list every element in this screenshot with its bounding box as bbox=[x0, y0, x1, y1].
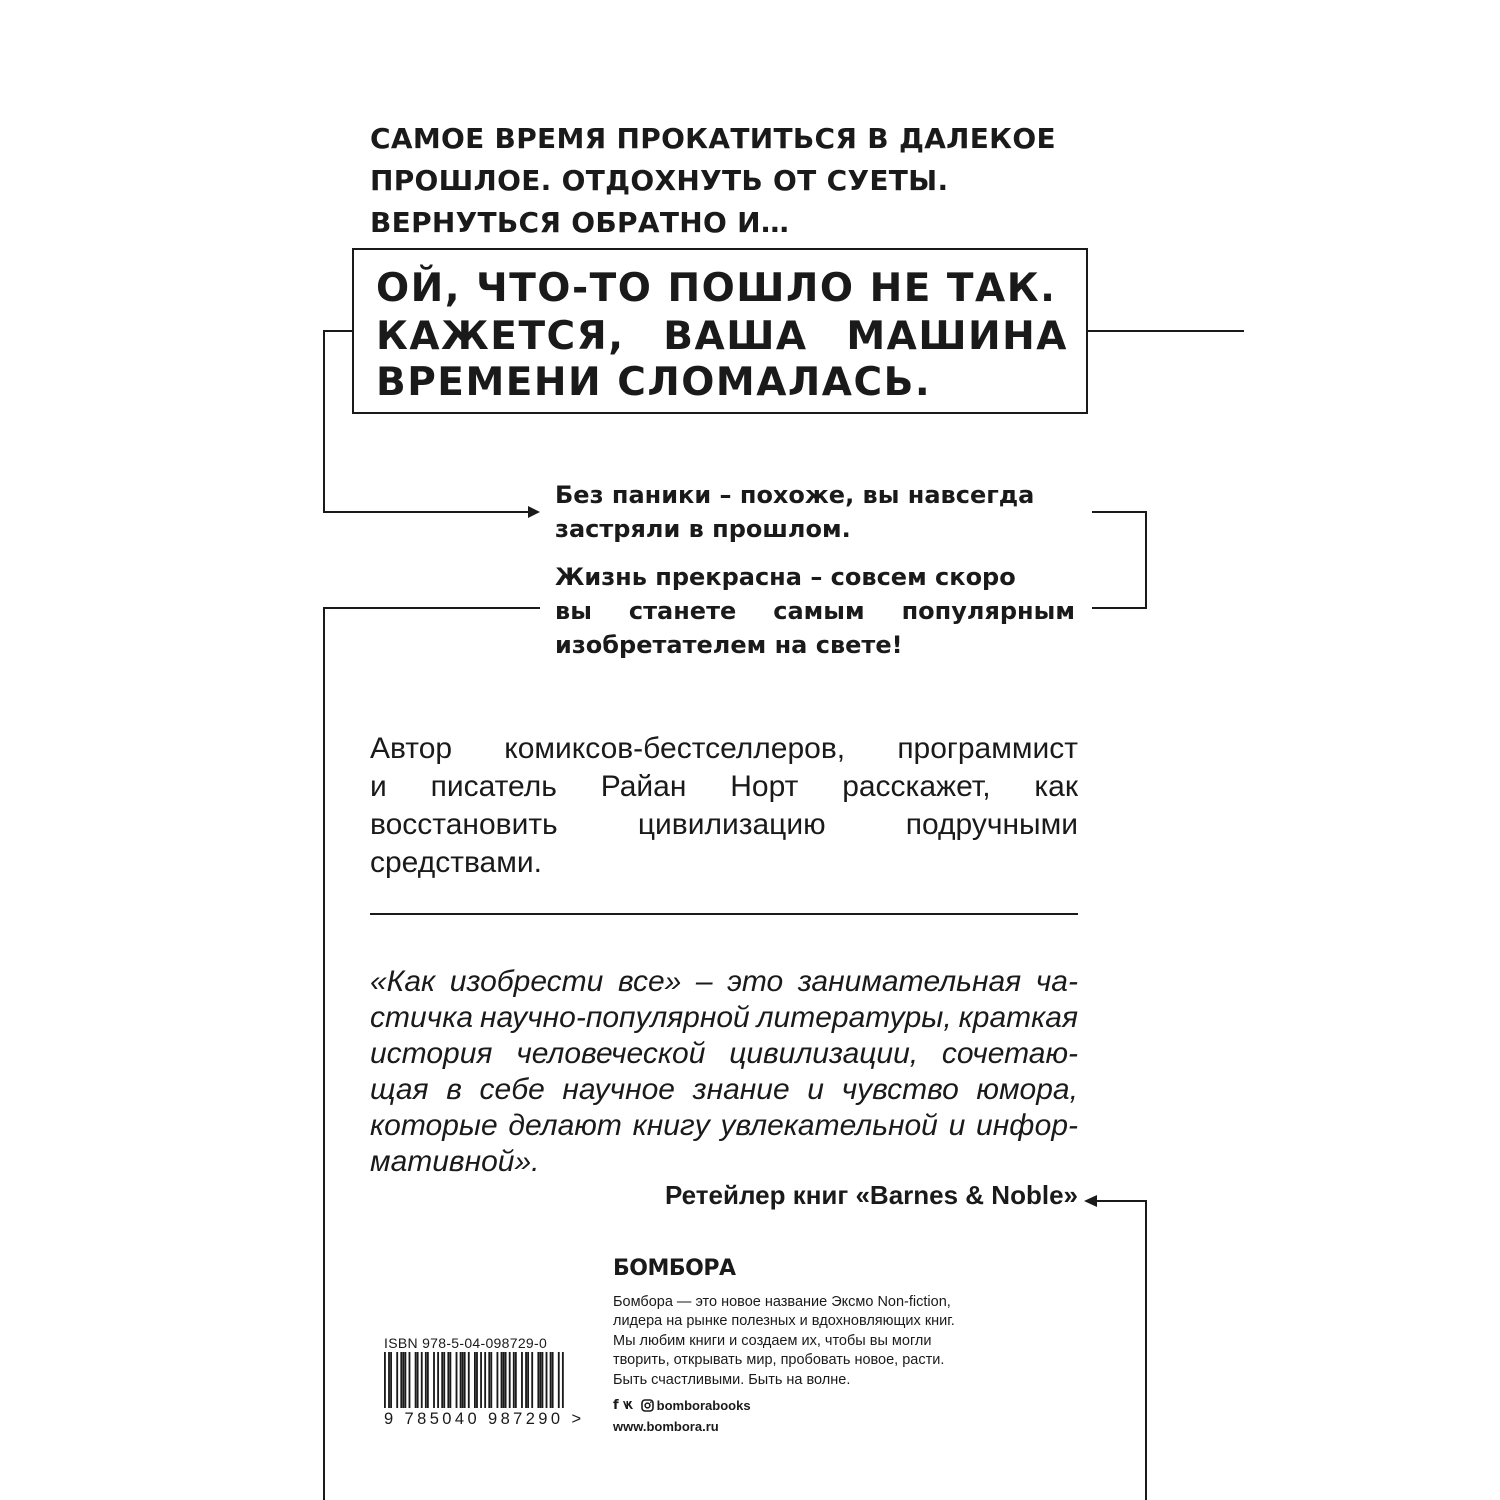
quote-word: ча- bbox=[1035, 965, 1078, 998]
barcode-bar bbox=[402, 1352, 404, 1408]
intro-line: САМОЕ ВРЕМЯ ПРОКАТИТЬСЯ В ДАЛЕКОЕ bbox=[370, 122, 1056, 155]
barcode-bar bbox=[433, 1352, 435, 1408]
instagram-icon bbox=[641, 1399, 654, 1412]
author-line: средствами. bbox=[370, 846, 542, 879]
quote-attribution: Ретейлер книг «Barnes & Noble» bbox=[664, 1180, 1078, 1210]
barcode-bar bbox=[558, 1352, 560, 1408]
barcode-bar bbox=[449, 1352, 451, 1408]
author-word: комиксов-бестселлеров, bbox=[504, 732, 846, 765]
quote-word: человеческой bbox=[516, 1037, 706, 1070]
quote-word: занимательная bbox=[797, 965, 1022, 998]
life-line: Жизнь прекрасна – совсем скоро bbox=[555, 563, 1016, 591]
barcode-bar bbox=[542, 1352, 544, 1408]
barcode-bar bbox=[550, 1352, 552, 1408]
isbn-label: ISBN 978-5-04-098729-0 bbox=[384, 1335, 548, 1351]
quote-line bbox=[370, 1072, 1078, 1108]
quote-word: сочетаю- bbox=[941, 1037, 1078, 1070]
quote-word: юмора, bbox=[976, 1073, 1078, 1106]
life-word: вы bbox=[555, 597, 592, 625]
barcode-bar bbox=[488, 1352, 490, 1408]
panic-paragraph bbox=[555, 478, 1075, 546]
barcode-bar bbox=[474, 1352, 476, 1408]
facebook-icon: f bbox=[613, 1398, 619, 1413]
quote-word: научное bbox=[562, 1073, 675, 1106]
publisher-line: Бомбора — это новое название Эксмо Non-fiction, bbox=[613, 1294, 951, 1310]
quote-word: это bbox=[727, 965, 784, 998]
quote-word: которые bbox=[370, 1109, 498, 1142]
quote-word: научно-популярной bbox=[479, 1001, 750, 1034]
barcode-bar bbox=[501, 1352, 503, 1408]
author-word: писатель bbox=[430, 770, 557, 803]
author-word: восстановить bbox=[370, 808, 558, 841]
barcode-bar bbox=[404, 1352, 406, 1408]
barcode-bar bbox=[427, 1352, 429, 1408]
barcode-bar bbox=[447, 1352, 449, 1408]
quote-word: и bbox=[807, 1073, 824, 1106]
barcode-bar bbox=[484, 1352, 486, 1408]
barcode-bar bbox=[415, 1352, 417, 1408]
author-word: Норт bbox=[730, 770, 799, 803]
quote-word: увлекательной bbox=[720, 1109, 938, 1142]
publisher-line: Быть счастливыми. Быть на волне. bbox=[613, 1371, 851, 1388]
author-line bbox=[370, 806, 1078, 844]
barcode-bar bbox=[409, 1352, 411, 1408]
quote-word: и bbox=[948, 1109, 966, 1142]
barcode-bar bbox=[552, 1352, 554, 1408]
barcode bbox=[384, 1352, 564, 1408]
barcode-bar bbox=[456, 1352, 458, 1408]
quote-line: мативной». bbox=[370, 1145, 540, 1178]
barcode-bar bbox=[509, 1352, 511, 1408]
author-word: подручными bbox=[905, 808, 1078, 841]
bottom-right-arrow-line bbox=[1096, 1201, 1146, 1500]
barcode-bar bbox=[388, 1352, 390, 1408]
barcode-bar bbox=[462, 1352, 464, 1408]
warning-word: МАШИНА bbox=[846, 314, 1068, 359]
intro-line: ПРОШЛОЕ. ОТДОХНУТЬ ОТ СУЕТЫ. bbox=[370, 164, 949, 197]
panic-line: Без паники – похоже, вы навсегда bbox=[555, 481, 1035, 509]
author-word: расскажет, bbox=[842, 770, 991, 803]
barcode-bar bbox=[505, 1352, 507, 1408]
warning-line: ОЙ, ЧТО-ТО ПОШЛО НЕ ТАК. bbox=[376, 266, 1057, 311]
author-word: и bbox=[370, 770, 387, 803]
publisher-logo: БОМБОРА bbox=[613, 1256, 736, 1281]
quote-word: книгу bbox=[632, 1109, 710, 1142]
life-word: станете bbox=[628, 597, 737, 625]
barcode-digits: 9 785040 987290 > bbox=[384, 1410, 585, 1428]
barcode-bar bbox=[527, 1352, 529, 1408]
barcode-bar bbox=[490, 1352, 492, 1408]
quote-word: щая bbox=[370, 1073, 429, 1106]
barcode-bar bbox=[437, 1352, 439, 1408]
barcode-bar bbox=[521, 1352, 523, 1408]
quote-word: цивилизации, bbox=[729, 1037, 919, 1070]
quote-word: изобрести bbox=[449, 965, 604, 998]
arrowhead-left-icon bbox=[1084, 1195, 1097, 1207]
life-line-justified bbox=[555, 594, 1075, 628]
quote-word: инфор- bbox=[976, 1109, 1078, 1142]
author-word: как bbox=[1034, 770, 1078, 803]
barcode-bar bbox=[539, 1352, 541, 1408]
social-handle: bomborabooks bbox=[656, 1398, 751, 1413]
barcode-bar bbox=[497, 1352, 499, 1408]
right-bracket-line bbox=[1092, 512, 1146, 608]
quote-word: чувство bbox=[841, 1073, 959, 1106]
life-paragraph bbox=[555, 560, 1075, 662]
author-word: Райан bbox=[600, 770, 687, 803]
barcode-bar bbox=[513, 1352, 515, 1408]
quote-word: делают bbox=[508, 1109, 622, 1142]
warning-line: ВРЕМЕНИ СЛОМАЛАСЬ. bbox=[376, 360, 932, 405]
warning-word: КАЖЕТСЯ, bbox=[376, 314, 625, 359]
barcode-bar bbox=[396, 1352, 398, 1408]
barcode-bar bbox=[443, 1352, 445, 1408]
barcode-bar bbox=[441, 1352, 443, 1408]
warning-line-justified bbox=[376, 314, 1068, 359]
barcode-bar bbox=[384, 1352, 386, 1408]
barcode-bar bbox=[476, 1352, 478, 1408]
quote-word: литературы, bbox=[756, 1001, 952, 1034]
barcode-bar bbox=[525, 1352, 527, 1408]
warning-word: ВАША bbox=[663, 314, 808, 359]
barcode-bar bbox=[503, 1352, 505, 1408]
intro-line: ВЕРНУТЬСЯ ОБРАТНО И… bbox=[370, 206, 790, 239]
quote-word: себе bbox=[479, 1073, 545, 1106]
quote-word: краткая bbox=[958, 1001, 1078, 1034]
publisher-line: лидера на рынке полезных и вдохновляющих книг. bbox=[613, 1313, 955, 1330]
quote-line bbox=[370, 1036, 1078, 1072]
barcode-bar bbox=[464, 1352, 466, 1408]
intro-heading bbox=[370, 118, 1070, 244]
quote-word: стичка bbox=[370, 1001, 474, 1034]
barcode-bar bbox=[400, 1352, 402, 1408]
publisher-description bbox=[613, 1293, 1033, 1390]
barcode-bar bbox=[390, 1352, 392, 1408]
life-word: самым bbox=[773, 597, 865, 625]
review-quote bbox=[370, 964, 1078, 1180]
publisher-line: творить, открывать мир, пробовать новое, расти. bbox=[613, 1352, 945, 1369]
author-paragraph bbox=[370, 730, 1078, 882]
barcode-bar bbox=[562, 1352, 564, 1408]
quote-word: знание bbox=[692, 1073, 790, 1106]
social-links bbox=[613, 1398, 751, 1413]
barcode-bar bbox=[425, 1352, 427, 1408]
barcode-bar bbox=[421, 1352, 423, 1408]
author-word: Автор bbox=[370, 732, 453, 765]
barcode-bar bbox=[468, 1352, 470, 1408]
barcode-bar bbox=[480, 1352, 482, 1408]
author-word: цивилизацию bbox=[637, 808, 826, 841]
barcode-bar bbox=[460, 1352, 462, 1408]
vk-icon bbox=[622, 1400, 638, 1411]
publisher-website: www.bombora.ru bbox=[613, 1419, 719, 1434]
quote-word: история bbox=[370, 1037, 493, 1070]
author-word: программист bbox=[897, 732, 1078, 765]
arrowhead-right-icon bbox=[528, 506, 540, 518]
quote-line bbox=[370, 1108, 1078, 1144]
barcode-bar bbox=[417, 1352, 419, 1408]
quote-word: «Как bbox=[370, 965, 436, 998]
quote-word: – bbox=[695, 965, 713, 998]
barcode-bar bbox=[537, 1352, 539, 1408]
author-line bbox=[370, 730, 1078, 768]
quote-line bbox=[370, 1000, 1078, 1036]
barcode-bar bbox=[546, 1352, 548, 1408]
quote-line bbox=[370, 964, 1078, 1000]
panic-line: застряли в прошлом. bbox=[555, 515, 851, 543]
warning-box bbox=[352, 248, 1088, 414]
barcode-bar bbox=[515, 1352, 517, 1408]
life-line: изобретателем на свете! bbox=[555, 631, 903, 659]
barcode-bar bbox=[531, 1352, 533, 1408]
quote-word: в bbox=[446, 1073, 462, 1106]
quote-word: все» bbox=[617, 965, 682, 998]
divider bbox=[370, 913, 1078, 915]
publisher-line: Мы любим книги и создаем их, чтобы вы могли bbox=[613, 1332, 932, 1349]
author-line bbox=[370, 768, 1078, 806]
life-word: популярным bbox=[901, 597, 1075, 625]
